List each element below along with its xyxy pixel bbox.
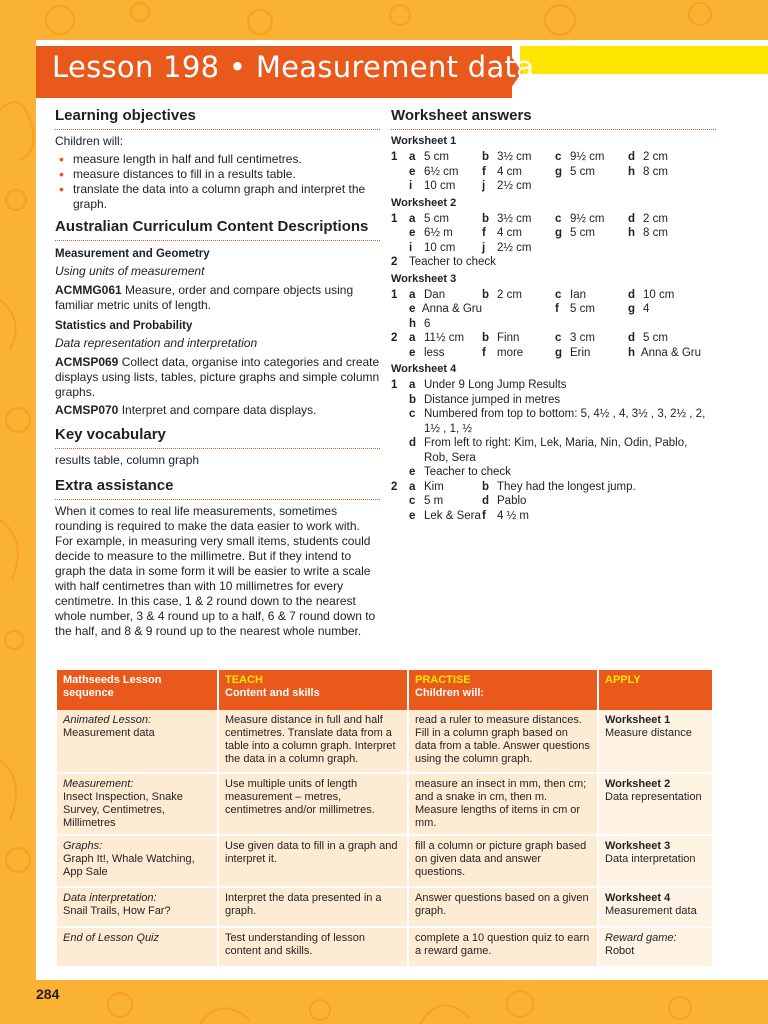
sequence-name: Measurement data xyxy=(63,727,155,739)
answer-value: 9½ cm xyxy=(570,151,605,163)
objective-item: • translate the data into a column graph and interpret the graph. xyxy=(73,182,380,212)
curriculum-text: Interpret and compare data displays. xyxy=(118,403,317,417)
apply-title: Worksheet 2 xyxy=(605,778,671,790)
answer-row xyxy=(391,494,716,509)
answer-cell xyxy=(628,331,701,346)
curriculum-code: ACMSP069 xyxy=(55,355,119,369)
answer-letter: f xyxy=(482,509,486,522)
sequence-type: Data interpretation: xyxy=(63,892,157,904)
answer-letter: b xyxy=(482,212,490,225)
answer-value: 6½ m xyxy=(424,227,453,239)
answer-cell xyxy=(482,179,555,194)
teach-cell: Test understanding of lesson content and skills. xyxy=(219,928,407,968)
answer-cell xyxy=(555,212,628,227)
curriculum-text: Collect data, organise into categories and create displays using lists, tables, picture graphs and simple column graphs. xyxy=(55,355,380,399)
answer-value: Distance jumped in metres xyxy=(424,393,561,406)
page-number: 284 xyxy=(36,986,60,1002)
teach-cell: Use given data to fill in a graph and interpret it. xyxy=(219,836,407,888)
lesson-sequence-table xyxy=(55,670,714,968)
sequence-cell xyxy=(57,928,217,968)
answer-value: 2 cm xyxy=(643,151,668,163)
answer-letter: b xyxy=(409,393,417,406)
answer-value: 3 cm xyxy=(570,332,595,344)
answer-row xyxy=(391,179,716,194)
question-number: 1 xyxy=(391,379,398,391)
answer-letter: e xyxy=(409,509,416,522)
answer-value: 2 cm xyxy=(643,212,668,225)
answer-cell xyxy=(482,302,555,317)
answer-cell xyxy=(628,346,701,361)
answer-value: 5 cm xyxy=(643,332,668,344)
answer-letter: c xyxy=(555,151,562,163)
answer-letter: g xyxy=(555,165,563,178)
sequence-row xyxy=(57,774,712,836)
worksheet-label: Worksheet 2 xyxy=(391,196,457,209)
answer-cell xyxy=(409,494,482,509)
answer-row xyxy=(391,150,716,165)
apply-title: Reward game: xyxy=(605,932,677,944)
answer-value: Under 9 Long Jump Results xyxy=(424,379,567,391)
answer-cell xyxy=(482,509,555,524)
answer-value: Anna & Gru xyxy=(421,303,482,315)
worksheet-label: Worksheet 1 xyxy=(391,135,457,147)
answers-heading: Worksheet answers xyxy=(391,107,716,130)
answer-value: 6 xyxy=(424,317,431,330)
answer-value: 6½ cm xyxy=(424,165,459,178)
practise-cell: complete a 10 question quiz to earn a reward game. xyxy=(409,928,597,968)
answer-letter: h xyxy=(409,317,417,330)
question-number xyxy=(391,436,409,465)
answer-letter: c xyxy=(555,212,562,225)
answer-letter: a xyxy=(409,332,416,344)
apply-cell xyxy=(599,774,712,836)
answer-letter: a xyxy=(409,480,416,493)
answer-cell xyxy=(409,331,482,346)
curriculum-text: Measure, order and compare objects using familiar metric units of length. xyxy=(55,283,354,312)
answer-row xyxy=(391,226,716,241)
answer-letter: f xyxy=(555,303,559,315)
answer-value: Finn xyxy=(497,332,520,344)
answer-cell xyxy=(482,480,702,495)
answer-value: 4 cm xyxy=(497,227,522,239)
answer-cell xyxy=(409,226,482,241)
answer-value: 10 cm xyxy=(424,241,456,254)
answer-value: 5 cm xyxy=(424,212,449,225)
answer-cell xyxy=(409,288,482,303)
answer-row xyxy=(391,165,716,180)
answer-cell xyxy=(482,165,555,180)
answer-value: 8 cm xyxy=(643,227,668,239)
answer-cell xyxy=(628,288,701,303)
apply-text: Data interpretation xyxy=(605,853,696,865)
strand-heading: Measurement and Geometry xyxy=(55,248,210,260)
answer-value: 9½ cm xyxy=(570,212,605,225)
header-apply: APPLY xyxy=(599,670,712,710)
apply-cell xyxy=(599,888,712,928)
answer-value: Ian xyxy=(570,288,586,301)
answer-letter: a xyxy=(409,288,416,301)
answer-value: 8 cm xyxy=(643,165,668,178)
answer-letter: d xyxy=(409,437,417,449)
sequence-row xyxy=(57,836,712,888)
answer-letter: b xyxy=(482,332,490,344)
answer-cell xyxy=(409,212,482,227)
curriculum-code: ACMMG061 xyxy=(55,283,122,297)
answer-cell xyxy=(409,165,482,180)
answer-row xyxy=(391,241,716,256)
objectives-intro: Children will: xyxy=(55,134,124,148)
answer-letter: b xyxy=(482,151,490,163)
apply-cell xyxy=(599,928,712,968)
objectives-list xyxy=(55,152,380,212)
answer-row xyxy=(391,480,716,495)
answer-cell xyxy=(482,150,555,165)
question-number xyxy=(391,509,409,524)
question-number: 1 xyxy=(391,288,398,301)
answer-value: 3½ cm xyxy=(497,212,532,225)
strand-subheading: Data representation and interpretation xyxy=(55,336,258,350)
question-number xyxy=(391,302,409,317)
answer-letter: j xyxy=(482,180,486,192)
lesson-title: Lesson 198 • Measurement data xyxy=(52,50,535,84)
apply-title: Worksheet 1 xyxy=(605,714,671,726)
teach-cell: Measure distance in full and half centimetres. Translate data from a table into a column graph. Interpret the data in a column graph. xyxy=(219,710,407,774)
question-number xyxy=(391,165,409,180)
answer-value: 5 cm xyxy=(570,165,595,178)
answer-value: 3½ cm xyxy=(497,151,532,163)
sequence-name: Graph It!, Whale Watching, App Sale xyxy=(63,853,195,878)
sequence-cell xyxy=(57,774,217,836)
answer-cell xyxy=(482,331,555,346)
extra-assistance-text: When it comes to real life measurements, sometimes rounding is required to make the data easier to work with. For example, in measuring very small items, students could decide to measure to the millimetre. But if they intend to graph the data in some form it will be easier to write a scale with half centimetres than with 10 millimetres for every centimetre. In this case, 1 & 2 round down to the nearest whole number, 3 & 4 round up to a half, 6 & 7 round down to the half, and 8 & 9 round up to the nearest whole number. xyxy=(55,504,376,638)
answer-value: 5 cm xyxy=(570,303,595,315)
answer-value: Anna & Gru xyxy=(640,346,701,359)
answer-value: Dan xyxy=(424,288,446,301)
answer-letter: j xyxy=(482,241,486,254)
sequence-cell xyxy=(57,710,217,774)
answer-letter: c xyxy=(555,332,562,344)
answer-value: 11½ cm xyxy=(424,332,465,344)
answer-cell xyxy=(628,150,701,165)
answer-value: Pablo xyxy=(497,495,527,507)
answer-value: 4 cm xyxy=(497,165,522,178)
worksheet-label: Worksheet 3 xyxy=(391,272,457,285)
question-number: 2 xyxy=(391,256,398,268)
answer-letter: d xyxy=(628,332,636,344)
answer-row xyxy=(391,378,716,393)
answer-value: Kim xyxy=(424,480,444,493)
answer-row xyxy=(391,317,716,332)
apply-text: Data representation xyxy=(605,791,702,803)
vocabulary-heading: Key vocabulary xyxy=(55,426,380,449)
banner-accent xyxy=(520,46,768,74)
answer-row xyxy=(391,509,716,524)
answer-letter: b xyxy=(482,480,490,493)
answer-value: more xyxy=(497,346,524,359)
sequence-type: End of Lesson Quiz xyxy=(63,932,160,944)
answer-letter: d xyxy=(628,151,636,163)
sequence-cell xyxy=(57,836,217,888)
answer-cell xyxy=(628,226,701,241)
question-number: 2 xyxy=(391,480,398,493)
answer-row xyxy=(391,393,716,408)
answer-value: They had the longest jump. xyxy=(497,480,636,493)
answer-cell xyxy=(482,288,555,303)
answer-value: 4 xyxy=(643,303,650,315)
answer-cell xyxy=(409,480,482,495)
answer-letter: e xyxy=(409,227,416,239)
answer-value: From left to right: Kim, Lek, Maria, Nin, Odin, Pablo, Rob, Sera xyxy=(424,437,688,464)
vocabulary-text: results table, column graph xyxy=(55,453,200,467)
answer-value: 5 m xyxy=(424,495,444,507)
answer-letter: a xyxy=(409,379,416,391)
question-number xyxy=(391,407,409,436)
answer-cell xyxy=(628,302,701,317)
question-number xyxy=(391,393,409,408)
answer-cell xyxy=(482,212,555,227)
curriculum-heading: Australian Curriculum Content Descriptions xyxy=(55,218,380,241)
sequence-type: Graphs: xyxy=(63,840,103,852)
answer-letter: g xyxy=(628,303,636,315)
practise-cell: fill a column or picture graph based on given data and answer questions. xyxy=(409,836,597,888)
question-number: 2 xyxy=(391,332,398,344)
answer-letter: c xyxy=(409,495,416,507)
question-number: 1 xyxy=(391,151,398,163)
answer-value: Teacher to check xyxy=(424,466,511,478)
answers-body xyxy=(391,134,716,523)
answer-cell xyxy=(482,241,555,256)
apply-text: Measure distance xyxy=(605,727,692,739)
answer-letter: g xyxy=(555,346,563,359)
answer-cell xyxy=(628,212,701,227)
answer-cell xyxy=(409,346,482,361)
answer-row xyxy=(391,407,716,436)
question-number xyxy=(391,241,409,256)
answer-row xyxy=(391,255,716,270)
sequence-row xyxy=(57,710,712,774)
answer-cell xyxy=(555,226,628,241)
answer-row xyxy=(391,302,716,317)
answer-value: Numbered from top to bottom: 5, 4½ , 4, 3½ , 3, 2½ , 2, 1½ , 1, ½ xyxy=(424,408,706,435)
answer-letter: d xyxy=(482,495,490,507)
apply-text: Measurement data xyxy=(605,905,697,917)
question-number xyxy=(391,226,409,241)
answer-letter: a xyxy=(409,151,416,163)
answer-letter: e xyxy=(409,346,416,359)
answer-row xyxy=(391,346,716,361)
answer-value: 2½ cm xyxy=(497,241,532,254)
answer-letter: c xyxy=(409,408,416,420)
left-column xyxy=(55,107,380,642)
answer-letter: f xyxy=(482,227,486,239)
answer-row xyxy=(391,331,716,346)
answer-value: Lek & Sera xyxy=(424,509,481,522)
apply-cell xyxy=(599,710,712,774)
answer-cell xyxy=(555,150,628,165)
answer-letter: h xyxy=(628,165,636,178)
answer-cell xyxy=(555,346,628,361)
answer-letter: a xyxy=(409,212,416,225)
answer-value: less xyxy=(424,346,445,359)
sequence-row xyxy=(57,888,712,928)
question-number xyxy=(391,494,409,509)
answer-letter: h xyxy=(628,227,636,239)
answer-value: 4 ½ m xyxy=(497,509,529,522)
objective-item: • measure distances to fill in a results table. xyxy=(73,167,380,182)
answer-value: 2½ cm xyxy=(497,180,532,192)
apply-title: Worksheet 3 xyxy=(605,840,671,852)
answer-letter: e xyxy=(409,165,416,178)
practise-cell: Answer questions based on a given graph. xyxy=(409,888,597,928)
header-teach: TEACH Content and skills xyxy=(219,670,407,710)
header-sequence: Mathseeds Lesson sequence xyxy=(57,670,217,710)
answer-cell xyxy=(409,317,482,332)
answer-cell xyxy=(409,509,482,524)
answer-text: Teacher to check xyxy=(409,256,496,268)
sequence-cell xyxy=(57,888,217,928)
answer-value: 2 cm xyxy=(497,288,522,301)
answer-letter: b xyxy=(482,288,490,301)
teach-cell: Use multiple units of length measurement – metres, centimetres and/or millimetres. xyxy=(219,774,407,836)
sequence-row xyxy=(57,928,712,968)
answer-cell xyxy=(555,331,628,346)
teach-cell: Interpret the data presented in a graph. xyxy=(219,888,407,928)
answer-cell xyxy=(409,150,482,165)
answer-row xyxy=(391,436,716,465)
answer-value: 10 cm xyxy=(643,288,675,301)
apply-cell xyxy=(599,836,712,888)
question-number xyxy=(391,346,409,361)
answer-letter xyxy=(482,302,497,317)
answer-cell xyxy=(555,302,628,317)
answer-cell xyxy=(409,179,482,194)
answer-letter: d xyxy=(628,212,636,225)
answer-cell xyxy=(482,494,555,509)
answer-row xyxy=(391,465,716,480)
question-number: 1 xyxy=(391,212,398,225)
answer-cell xyxy=(555,165,628,180)
curriculum-item xyxy=(55,403,380,418)
apply-title: Worksheet 4 xyxy=(605,892,671,904)
question-number xyxy=(391,179,409,194)
answer-letter: i xyxy=(409,241,413,254)
sequence-type: Animated Lesson: xyxy=(63,714,152,726)
answer-letter: i xyxy=(409,180,413,192)
answer-letter: h xyxy=(628,346,636,359)
answer-letter: d xyxy=(628,288,636,301)
answer-cell xyxy=(482,226,555,241)
answer-cell xyxy=(555,288,628,303)
objective-item: • measure length in half and full centimetres. xyxy=(73,152,380,167)
answer-letter: g xyxy=(555,227,563,239)
answer-letter: e xyxy=(409,466,416,478)
practise-cell: read a ruler to measure distances. Fill in a column graph based on data from a table. Answer questions using the column graph. xyxy=(409,710,597,774)
answer-row xyxy=(391,212,716,227)
answer-letter: c xyxy=(555,288,562,301)
answer-value: 5 cm xyxy=(570,227,595,239)
answer-letter: f xyxy=(482,165,486,178)
curriculum-item xyxy=(55,355,380,400)
answer-cell xyxy=(482,346,555,361)
header-practise: PRACTISE Children will: xyxy=(409,670,597,710)
worksheet-label: Worksheet 4 xyxy=(391,363,457,375)
apply-text: Robot xyxy=(605,945,635,957)
answer-value: Erin xyxy=(570,346,591,359)
curriculum-code: ACMSP070 xyxy=(55,403,119,417)
objectives-heading: Learning objectives xyxy=(55,107,380,130)
answer-letter: e xyxy=(409,303,416,315)
strand-heading: Statistics and Probability xyxy=(55,320,193,332)
extra-assistance-heading: Extra assistance xyxy=(55,477,380,500)
answer-cell xyxy=(409,241,482,256)
sequence-type: Measurement: xyxy=(63,778,134,790)
question-number xyxy=(391,465,409,480)
strand-subheading: Using units of measurement xyxy=(55,264,205,278)
sequence-name: Snail Trails, How Far? xyxy=(63,905,171,917)
sequence-name: Insect Inspection, Snake Survey, Centimetres, Millimetres xyxy=(63,791,183,829)
answer-cell xyxy=(628,165,701,180)
answer-cell xyxy=(409,302,482,317)
answer-letter: f xyxy=(482,346,486,359)
curriculum-item xyxy=(55,283,380,313)
answer-value: 10 cm xyxy=(424,180,456,192)
practise-cell: measure an insect in mm, then cm; and a snake in cm, then m. Measure lengths of items in cm or mm. xyxy=(409,774,597,836)
answer-value: 5 cm xyxy=(424,151,449,163)
answer-row xyxy=(391,288,716,303)
answers-column xyxy=(391,107,716,523)
question-number xyxy=(391,317,409,332)
